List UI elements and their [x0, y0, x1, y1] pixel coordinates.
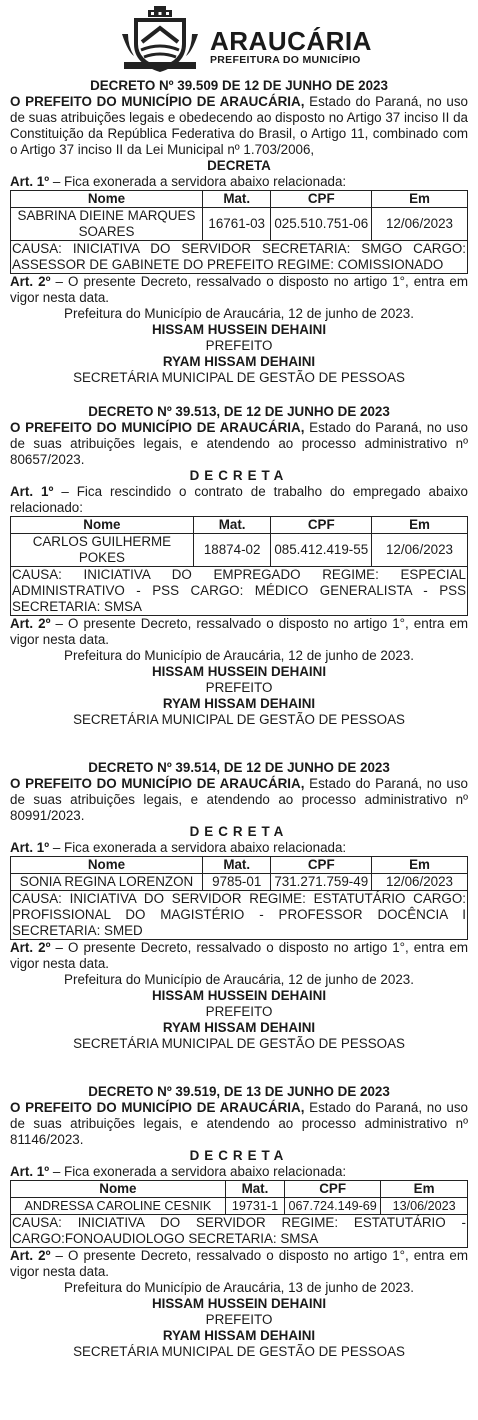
- article-2-label: Art. 2º: [10, 616, 51, 631]
- col-header-name: Nome: [11, 1181, 226, 1198]
- place-date: Prefeitura do Município de Araucária, 12 de junho de 2023.: [64, 648, 414, 663]
- article-2: [10, 274, 468, 306]
- intro-text: Estado do Paraná, no uso de suas atribuições legais, e atendendo ao processo administrativo nº 80657/2023.: [10, 420, 468, 467]
- employee-table: [10, 1180, 468, 1215]
- article-1-text: – Fica exonerada a servidora abaixo relacionada:: [49, 174, 347, 189]
- table-header-row: [11, 1181, 468, 1198]
- cause-box: CAUSA: INICIATIVA DO SERVIDOR REGIME: ESTATUTÁRIO - CARGO:FONOAUDIOLOGO SECRETARIA: SMSA: [12, 1215, 466, 1246]
- col-header-date: Em: [372, 517, 468, 534]
- col-header-mat: Mat.: [202, 857, 271, 874]
- article-2-text: – O presente Decreto, ressalvado o disposto no artigo 1°, entra em vigor nesta data.: [10, 274, 468, 305]
- cause-box: CAUSA: INICIATIVA DO SERVIDOR SECRETARIA: SMGO CARGO: ASSESSOR DE GABINETE DO PREFEITO REGIME: COMISSIONADO: [12, 241, 466, 272]
- mayor-role: PREFEITO: [205, 680, 273, 695]
- cell-date: 13/06/2023: [381, 1198, 468, 1215]
- article-1: [10, 1164, 468, 1180]
- article-1-label: Art. 1º: [10, 174, 50, 189]
- secretary-role: SECRETÁRIA MUNICIPAL DE GESTÃO DE PESSOAS: [73, 712, 405, 727]
- article-2-label: Art. 2º: [10, 274, 51, 289]
- cell-name: CARLOS GUILHERME POKES: [11, 534, 194, 567]
- cause-box: CAUSA: INICIATIVA DO SERVIDOR REGIME: ESTATUTÁRIO CARGO: PROFISSIONAL DO MAGISTÉRIO - PROFESSOR DOCÊNCIA I SECRETARIA: SMED: [12, 891, 466, 938]
- article-2: [10, 616, 468, 648]
- secretary-name: RYAM HISSAM DEHAINI: [162, 1328, 316, 1343]
- mayor-name: HISSAM HUSSEIN DEHAINI: [151, 664, 327, 679]
- article-1-label: Art. 1º: [10, 840, 50, 855]
- intro-text: Estado do Paraná, no uso de suas atribuições legais, e atendendo ao processo administrativo nº 80991/2023.: [10, 776, 468, 823]
- col-header-mat: Mat.: [225, 1181, 284, 1198]
- decree-intro: [10, 1100, 468, 1148]
- article-2-text: – O presente Decreto, ressalvado o disposto no artigo 1°, entra em vigor nesta data.: [10, 1248, 468, 1279]
- col-header-cpf: CPF: [271, 517, 372, 534]
- decree-title: DECRETO Nº 39.513, DE 12 DE JUNHO DE 2023: [88, 404, 390, 419]
- decreta-label: DECRETA: [189, 1148, 289, 1163]
- brand-subtitle: PREFEITURA DO MUNICÍPIO: [210, 54, 361, 66]
- decree-3: [10, 760, 468, 1052]
- table-row: [11, 1198, 468, 1215]
- col-header-name: Nome: [11, 191, 203, 208]
- decree-title: DECRETO Nº 39.509 DE 12 DE JUNHO DE 2023: [90, 78, 388, 93]
- cell-date: 12/06/2023: [372, 874, 468, 891]
- place-date: Prefeitura do Município de Araucária, 12 de junho de 2023.: [64, 972, 414, 987]
- article-1: [10, 840, 468, 856]
- secretary-name: RYAM HISSAM DEHAINI: [162, 1020, 316, 1035]
- table-header-row: [11, 191, 468, 208]
- intro-bold: O PREFEITO DO MUNICÍPIO DE ARAUCÁRIA,: [10, 776, 305, 791]
- secretary-name: RYAM HISSAM DEHAINI: [162, 354, 316, 369]
- intro-text: Estado do Paraná, no uso de suas atribuições legais e obedecendo ao disposto no Artigo 37 inciso II da Constituição da República Federativa do Brasil, o Artigo 11, combinado com o Artigo 37 inciso II da Lei Municipal nº 1.703/2006,: [10, 94, 468, 157]
- col-header-date: Em: [372, 857, 468, 874]
- article-2: [10, 940, 468, 972]
- mayor-name: HISSAM HUSSEIN DEHAINI: [151, 988, 327, 1003]
- secretary-role: SECRETÁRIA MUNICIPAL DE GESTÃO DE PESSOAS: [73, 1036, 405, 1051]
- article-1-text: – Fica rescindido o contrato de trabalho do empregado abaixo relacionado:: [10, 484, 469, 515]
- cell-name: ANDRESSA CAROLINE CESNIK: [11, 1198, 226, 1215]
- secretary-role: SECRETÁRIA MUNICIPAL DE GESTÃO DE PESSOAS: [73, 1344, 405, 1359]
- mayor-name: HISSAM HUSSEIN DEHAINI: [151, 1296, 327, 1311]
- cause-box: CAUSA: INICIATIVA DO EMPREGADO REGIME: ESPECIAL ADMINISTRATIVO - PSS CARGO: MÉDICO GENERALISTA - PSS SECRETARIA: SMSA: [12, 567, 466, 614]
- brand: [210, 28, 372, 66]
- decree-title: DECRETO Nº 39.514, DE 12 DE JUNHO DE 2023: [88, 760, 390, 775]
- table-row: [11, 534, 468, 567]
- col-header-date: Em: [381, 1181, 468, 1198]
- cell-mat: 19731-1: [225, 1198, 284, 1215]
- cell-date: 12/06/2023: [372, 208, 468, 241]
- cell-date: 12/06/2023: [372, 534, 468, 567]
- mayor-role: PREFEITO: [205, 1004, 273, 1019]
- col-header-cpf: CPF: [271, 191, 372, 208]
- employee-table: [10, 516, 468, 567]
- table-header-row: [11, 517, 468, 534]
- place-date: Prefeitura do Município de Araucária, 12 de junho de 2023.: [64, 306, 414, 321]
- col-header-date: Em: [372, 191, 468, 208]
- mayor-role: PREFEITO: [205, 338, 273, 353]
- cell-cpf: 067.724.149-69: [285, 1198, 381, 1215]
- header: [10, 0, 468, 78]
- cell-mat: 18874-02: [193, 534, 271, 567]
- col-header-name: Nome: [11, 857, 203, 874]
- decree-intro: [10, 776, 468, 824]
- col-header-mat: Mat.: [193, 517, 271, 534]
- article-2: [10, 1248, 468, 1280]
- brand-name: ARAUCÁRIA: [210, 26, 372, 56]
- article-2-label: Art. 2º: [10, 940, 51, 955]
- secretary-role: SECRETÁRIA MUNICIPAL DE GESTÃO DE PESSOAS: [73, 370, 405, 385]
- decree-intro: [10, 420, 468, 468]
- decree-intro: [10, 94, 468, 158]
- article-1-text: – Fica exonerada a servidora abaixo relacionada:: [49, 1164, 347, 1179]
- cell-name: SABRINA DIEINE MARQUES SOARES: [11, 208, 203, 241]
- mayor-name: HISSAM HUSSEIN DEHAINI: [151, 322, 327, 337]
- cell-mat: 9785-01: [202, 874, 271, 891]
- article-1-label: Art. 1º: [10, 484, 54, 499]
- decree-1: [10, 78, 468, 386]
- article-2-text: – O presente Decreto, ressalvado o disposto no artigo 1°, entra em vigor nesta data.: [10, 616, 468, 647]
- table-header-row: [11, 857, 468, 874]
- municipal-crest-logo: [120, 6, 200, 76]
- decree-4: [10, 1084, 468, 1360]
- intro-bold: O PREFEITO DO MUNICÍPIO DE ARAUCÁRIA,: [10, 420, 305, 435]
- article-2-label: Art. 2º: [10, 1248, 51, 1263]
- decreta-label: DECRETA: [189, 824, 289, 839]
- article-1: [10, 174, 468, 190]
- decreta-label: DECRETA: [189, 468, 289, 483]
- decree-2: [10, 404, 468, 728]
- decreta-label: DECRETA: [207, 158, 271, 173]
- place-date: Prefeitura do Município de Araucária, 13 de junho de 2023.: [64, 1280, 414, 1295]
- cell-cpf: 085.412.419-55: [271, 534, 372, 567]
- col-header-cpf: CPF: [285, 1181, 381, 1198]
- intro-text: Estado do Paraná, no uso de suas atribuições legais, e atendendo ao processo administrativo nº 81146/2023.: [10, 1100, 468, 1147]
- cell-mat: 16761-03: [202, 208, 271, 241]
- decree-title: DECRETO Nº 39.519, DE 13 DE JUNHO DE 2023: [88, 1084, 390, 1099]
- table-row: [11, 208, 468, 241]
- article-1-text: – Fica exonerada a servidora abaixo relacionada:: [49, 840, 347, 855]
- cell-cpf: 731.271.759-49: [271, 874, 372, 891]
- employee-table: [10, 856, 468, 891]
- col-header-cpf: CPF: [271, 857, 372, 874]
- secretary-name: RYAM HISSAM DEHAINI: [162, 696, 316, 711]
- intro-bold: O PREFEITO DO MUNICÍPIO DE ARAUCÁRIA,: [10, 94, 305, 109]
- cell-cpf: 025.510.751-06: [271, 208, 372, 241]
- cell-name: SONIA REGINA LORENZON: [11, 874, 203, 891]
- intro-bold: O PREFEITO DO MUNICÍPIO DE ARAUCÁRIA,: [10, 1100, 305, 1115]
- article-1-label: Art. 1º: [10, 1164, 50, 1179]
- mayor-role: PREFEITO: [205, 1312, 273, 1327]
- article-1: [10, 484, 468, 516]
- employee-table: [10, 190, 468, 241]
- col-header-mat: Mat.: [202, 191, 271, 208]
- col-header-name: Nome: [11, 517, 194, 534]
- table-row: [11, 874, 468, 891]
- article-2-text: – O presente Decreto, ressalvado o disposto no artigo 1°, entra em vigor nesta data.: [10, 940, 468, 971]
